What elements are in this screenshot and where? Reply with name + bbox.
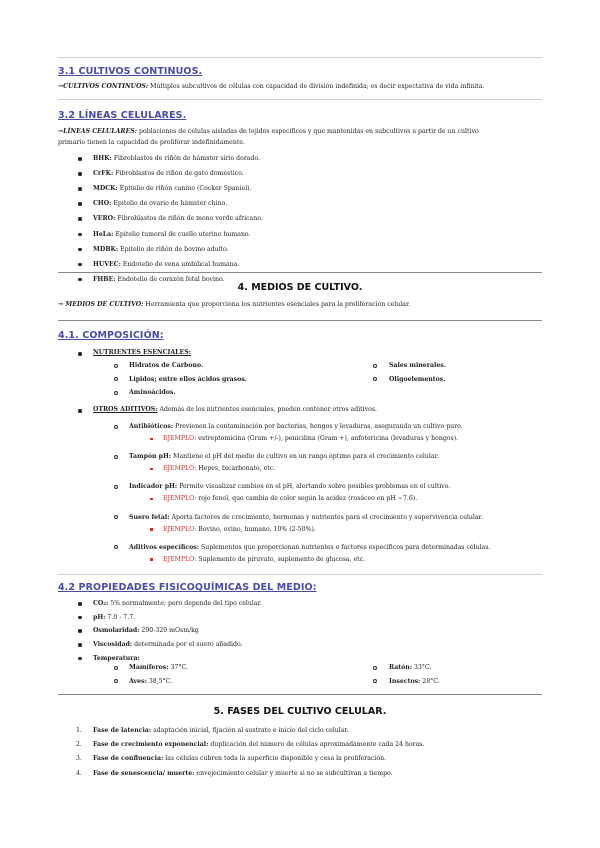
item-label: Mamíferos:: [129, 664, 169, 671]
item-text: Epitelio de riñón de bovino adulto.: [118, 245, 229, 253]
phase-item: [93, 726, 349, 735]
item-label: Antibióticos:: [129, 423, 174, 430]
item-label: HUVEC:: [93, 260, 121, 268]
item-label: MDCK:: [93, 185, 118, 193]
section-heading-4-2: 4.2 PROPIEDADES FISICOQUÍMICAS DEL MEDIO:: [58, 582, 317, 593]
phase-item: [93, 769, 393, 778]
example-text: estreptomicina (Gram +/-), penicilina (Gram +), anfotericina (levaduras y hongos).: [196, 435, 459, 442]
cell-line-item: [93, 184, 252, 193]
item-label: Fase de latencia:: [93, 727, 152, 734]
intro-label: →CULTIVOS CONTINUOS:: [58, 83, 149, 90]
item-label: Ratón:: [389, 664, 413, 671]
item-label: MDBK:: [93, 245, 119, 253]
section-heading-4-1: 4.1. COMPOSICIÓN:: [58, 330, 164, 341]
intro-text: Múltiples subcultivos de células con capacidad de división indefinida; es decir expectativa de vida infinita.: [148, 83, 485, 90]
nutrient-item: Lípidos; entre ellos ácidos grasos.: [129, 375, 247, 383]
item-label: FHBE:: [93, 275, 116, 283]
item-text: 5% normalmente; pero depende del tipo celular.: [108, 600, 262, 607]
intro-label: → MEDIOS DE CULTIVO:: [58, 301, 144, 308]
item-text: Epitelio de ovario de hámster chino.: [111, 200, 228, 208]
cell-line-item: [93, 154, 260, 163]
item-text: duplicación del número de células aproximadamente cada 24 horas.: [208, 741, 425, 749]
sub-bullet: [114, 485, 118, 489]
nutrients-label: NUTRIENTES ESENCIALES:: [93, 349, 192, 356]
nutrient-item: Oligoelementos.: [389, 375, 446, 383]
intro-label: →LÍNEAS CELULARES:: [58, 128, 138, 135]
divider: [58, 320, 542, 321]
item-label: VERO:: [93, 215, 116, 223]
sub-bullet: [373, 679, 377, 683]
divider: [58, 99, 542, 100]
item-label: Osmolaridad:: [93, 627, 140, 635]
nutrient-item: Aminoácidos.: [129, 389, 176, 396]
sub-bullet: [114, 679, 118, 683]
sub-bullet: [114, 377, 118, 381]
example-label: EJEMPLO:: [163, 525, 197, 533]
divider: [58, 272, 542, 273]
example-label: EJEMPLO:: [163, 465, 197, 473]
item-text: Fibroblastos de riñón de mono verde africano.: [115, 215, 263, 223]
item-text: Previenen la contaminación por bacterias, hongos y levaduras, asegurando un cultivo puro.: [173, 423, 463, 430]
bullet: [78, 217, 82, 221]
bullet: [78, 602, 82, 606]
bullet: [78, 157, 82, 161]
temperature-item: [129, 677, 172, 686]
example-line: [163, 555, 365, 564]
additive-item: [129, 513, 483, 522]
bullet: [78, 278, 82, 282]
phase-number: 1.: [76, 727, 82, 734]
temperature-item: [389, 677, 440, 686]
example-line: [163, 525, 316, 534]
sub-bullet: [114, 515, 118, 519]
item-label: Indicador pH:: [129, 483, 178, 491]
item-text: Epitelio de riñón canino (Cocker Spaniel).: [117, 185, 252, 193]
nutrient-item: Hidratos de Carbono.: [129, 362, 204, 369]
item-label: Insectos:: [389, 677, 421, 685]
phase-item: [93, 740, 424, 749]
item-text: Permite visualizar cambios en el pH, alertando sobre posibles problemas en el cultivo.: [177, 483, 451, 491]
cell-line-item: [93, 199, 227, 208]
section-heading-4: 4. MEDIOS DE CULTIVO.: [237, 282, 363, 293]
item-label: Aves:: [129, 677, 147, 685]
section-heading-3-2: 3.2 LÍNEAS CELULARES.: [58, 110, 187, 121]
cell-line-item: [93, 230, 251, 239]
section-heading-5: 5. FASES DEL CULTIVO CELULAR.: [213, 706, 387, 717]
bullet: [78, 409, 82, 413]
item-label: BHK:: [93, 155, 112, 162]
item-text: 290-320 mOsm/kg: [139, 627, 199, 635]
item-text: determinada por el suero añadido.: [132, 641, 243, 649]
property-item: [93, 599, 262, 608]
additive-item: [129, 543, 490, 552]
example-label: EJEMPLO:: [163, 435, 197, 442]
example-text: rojo fenol, que cambia de color según la acidez (rosáceo en pH ~7.6).: [196, 495, 418, 503]
sub-bullet: [114, 364, 118, 368]
others-text: Además de los nutrientes esenciales, pueden contener otros aditivos.: [157, 406, 378, 413]
property-item: [93, 640, 243, 649]
item-label: Aditivos específicos:: [129, 543, 200, 551]
item-text: 37°C.: [168, 664, 188, 671]
example-text: Hepes, bicarbonato, etc.: [196, 465, 276, 473]
bullet: [78, 657, 82, 661]
item-text: envejecimiento celular y muerte si no se subcultivan a tiempo.: [194, 769, 393, 777]
bullet: [78, 187, 82, 191]
sub-bullet: [373, 364, 377, 368]
additive-item: [129, 482, 450, 491]
bullet: [78, 172, 82, 176]
bullet: [78, 616, 82, 620]
bullet: [78, 248, 82, 252]
example-bullet: [150, 528, 153, 531]
item-label: CrFK:: [93, 170, 114, 178]
nutrient-item: Sales minerales.: [389, 362, 446, 369]
example-label: EJEMPLO:: [163, 495, 197, 503]
item-label: Viscosidad:: [93, 641, 133, 649]
item-label: CO₂:: [93, 600, 109, 607]
phase-number: 2.: [76, 741, 82, 749]
item-text: Aporta factores de crecimiento, hormonas y nutrientes para el crecimiento y supervivencia celular.: [169, 513, 483, 521]
item-text: adaptación inicial, fijación al sustrato e inicio del ciclo celular.: [151, 727, 349, 734]
additive-item: [129, 452, 439, 461]
additive-item: [129, 422, 463, 431]
property-item: [93, 626, 199, 635]
temperature-item: [129, 663, 188, 672]
phase-item: [93, 754, 386, 763]
item-text: 38,5°C.: [146, 677, 173, 685]
example-text: Bovino, ovino, humano. 10% (2-50%).: [196, 525, 316, 533]
item-text: Epitelio tumoral de cuello uterino humano.: [113, 230, 251, 238]
bullet: [78, 202, 82, 206]
item-text: Suplementos que proporcionan nutrientes o factores específicos para determinadas células.: [199, 543, 491, 551]
item-text: Endotelio de corazón fetal bovino.: [115, 275, 225, 283]
intro-text: poblaciones de células aisladas de tejidos específicos y que mantenidas en subcultivos a partir de un cultivo: [137, 128, 479, 135]
cell-line-item: [93, 245, 229, 254]
example-bullet: [150, 468, 153, 471]
item-text: 33°C.: [412, 664, 432, 671]
others-label: OTROS ADITIVOS:: [93, 406, 158, 413]
divider: [58, 574, 542, 575]
item-text: Endotelio de vena umbilical humana.: [120, 260, 240, 268]
item-label: Fase de crecimiento exponencial:: [93, 741, 209, 749]
section-3-2-intro-line1: [58, 127, 479, 136]
example-line: [163, 494, 417, 503]
example-line: [163, 464, 275, 473]
section-heading-3-1: 3.1 CULTIVOS CONTINUOS.: [58, 66, 203, 77]
others-line: [93, 405, 377, 414]
sub-bullet: [114, 425, 118, 429]
cell-line-item: [93, 169, 244, 178]
item-label: HeLa:: [93, 230, 114, 238]
property-item: [93, 654, 140, 663]
item-text: 28°C.: [420, 677, 440, 685]
item-text: Mantiene el pH del medio de cultivo en un rango óptimo para el crecimiento celular.: [171, 453, 439, 461]
item-label: pH:: [93, 613, 106, 621]
divider: [58, 694, 542, 695]
sub-bullet: [114, 666, 118, 670]
item-label: Tampón pH:: [129, 453, 172, 461]
item-label: Fase de senescencia/ muerte:: [93, 769, 195, 777]
phase-number: 4.: [76, 769, 82, 777]
item-text: 7.0 - 7.7.: [105, 613, 136, 621]
example-text: Suplemento de piruvato, suplemento de glucosa, etc.: [196, 555, 366, 563]
intro-text: Herramienta que proporciona los nutrientes esenciales para la proliferación celular.: [143, 301, 411, 308]
sub-bullet: [114, 545, 118, 549]
item-text: Fibroblastos de riñón de gato doméstico.: [113, 170, 244, 178]
item-label: CHO:: [93, 200, 112, 208]
item-text: las células cubren toda la superficie disponible y cesa la proliferación.: [163, 755, 387, 763]
example-line: [163, 434, 458, 443]
example-bullet: [150, 498, 153, 501]
example-bullet: [150, 438, 153, 441]
temperature-item: [389, 663, 431, 672]
item-label: Temperatura:: [93, 654, 140, 662]
top-divider: [58, 57, 542, 58]
sub-bullet: [114, 391, 118, 395]
bullet: [78, 352, 82, 356]
cell-line-item: [93, 260, 239, 269]
sub-bullet: [114, 455, 118, 459]
cell-line-item: [93, 214, 263, 223]
section-3-2-intro-line2: primario tienen la capacidad de proliferar indefinidamente.: [58, 139, 245, 146]
bullet: [78, 643, 82, 647]
property-item: [93, 613, 135, 622]
item-label: Suero fetal:: [129, 513, 170, 521]
bullet: [78, 629, 82, 633]
bullet: [78, 263, 82, 267]
section-3-1-intro: [58, 82, 484, 91]
section-4-intro: [58, 300, 410, 309]
item-text: Fibroblastos de riñón de hámster sirio dorado.: [111, 155, 261, 162]
sub-bullet: [373, 666, 377, 670]
example-label: EJEMPLO:: [163, 555, 197, 563]
item-label: Fase de confluencia:: [93, 755, 164, 763]
sub-bullet: [373, 377, 377, 381]
bullet: [78, 233, 82, 237]
example-bullet: [150, 558, 153, 561]
phase-number: 3.: [76, 755, 82, 763]
